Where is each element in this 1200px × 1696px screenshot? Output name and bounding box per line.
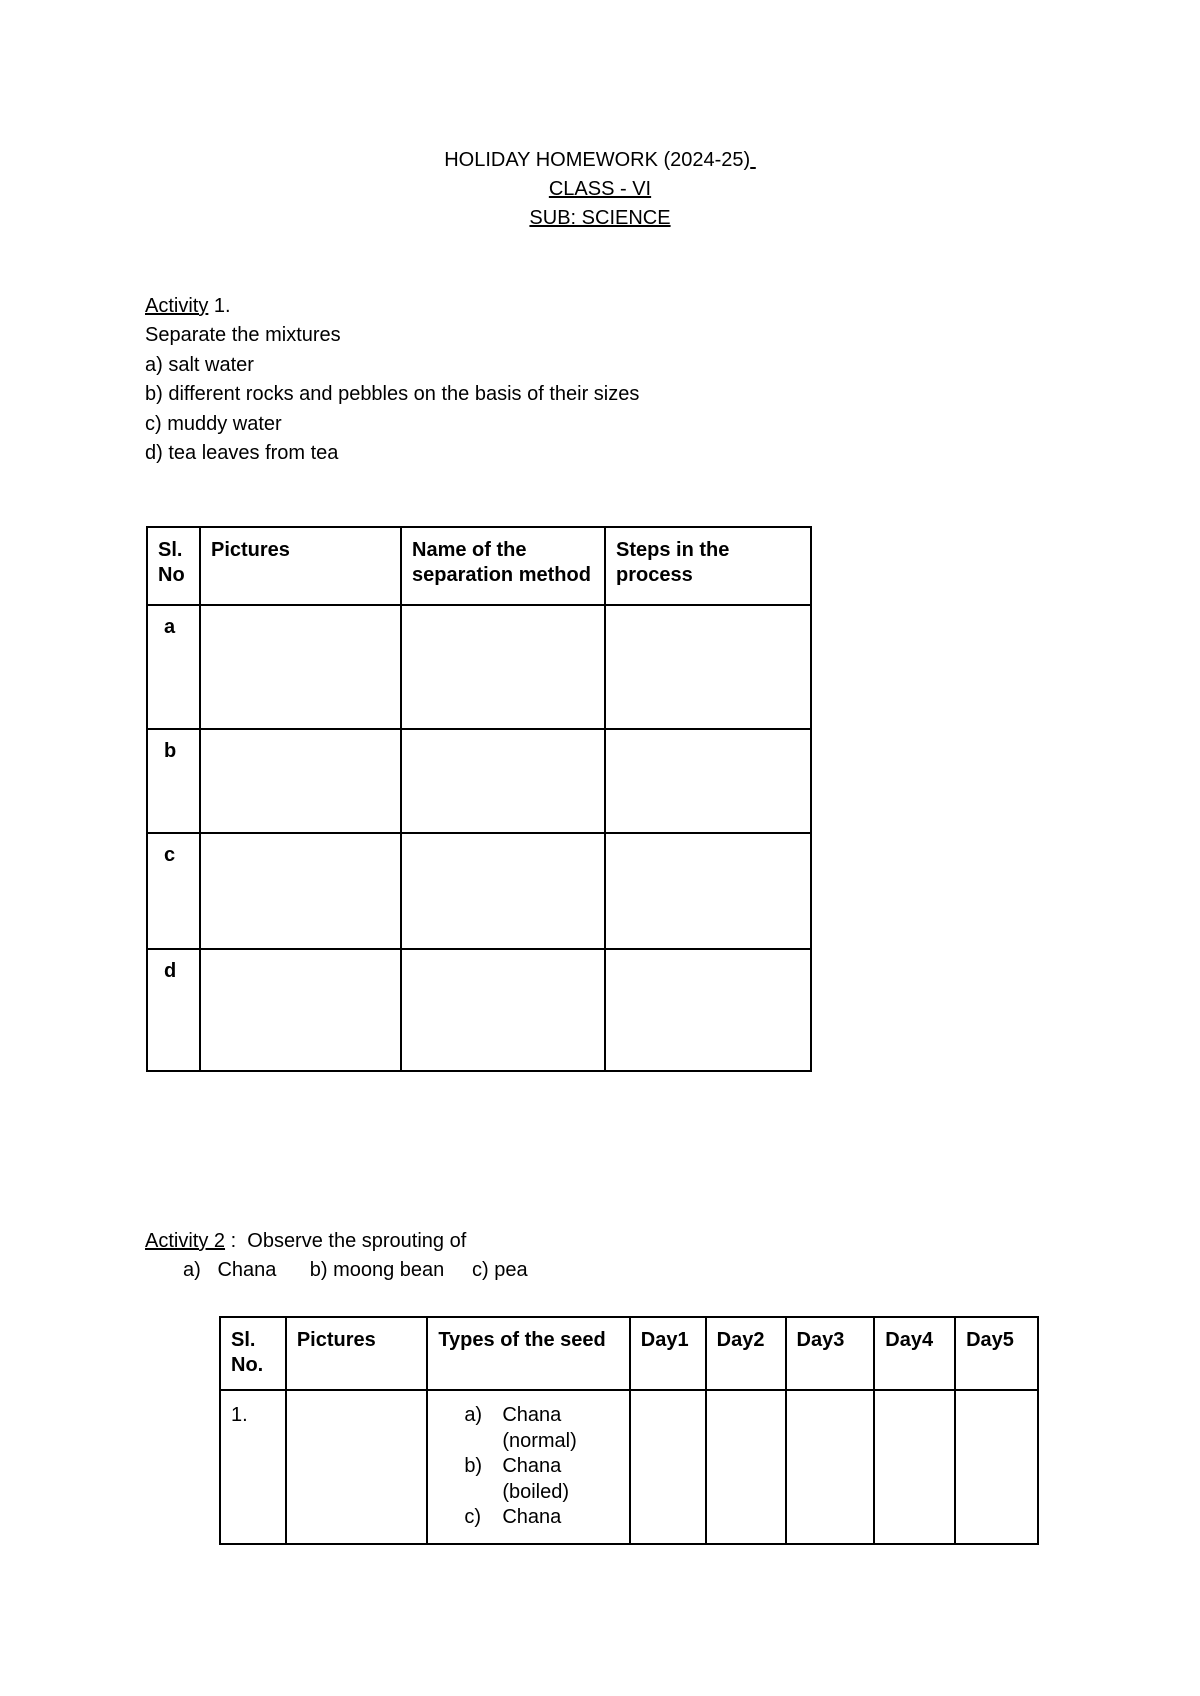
pictures-cell[interactable] [200, 949, 401, 1071]
title-trailing-space [750, 149, 756, 171]
table-row [147, 833, 811, 949]
steps-cell[interactable] [605, 949, 811, 1071]
method-cell[interactable] [401, 729, 605, 833]
table-row [147, 949, 811, 1071]
activity-1-section [145, 292, 639, 468]
day1-cell[interactable] [630, 1390, 706, 1544]
seed-options: a) Chana b) moong bean c) pea [183, 1259, 528, 1281]
header-day1: Day1 [630, 1317, 706, 1390]
pictures-cell[interactable] [200, 729, 401, 833]
seed-type-text: Chana [502, 1506, 562, 1528]
row-label: c [147, 833, 200, 949]
steps-cell[interactable] [605, 605, 811, 729]
list-marker: b) [464, 1455, 483, 1477]
header-day2: Day2 [706, 1317, 786, 1390]
day5-cell[interactable] [955, 1390, 1038, 1544]
list-item [428, 1454, 618, 1505]
class-label: CLASS - VI [548, 178, 652, 200]
row-sl-number: 1. [220, 1390, 286, 1544]
list-item [428, 1505, 618, 1531]
method-cell[interactable] [401, 949, 605, 1071]
mixture-item: d) tea leaves from tea [145, 442, 339, 465]
header-sl-no: Sl. No [147, 527, 200, 605]
activity-2-label: Activity 2 [145, 1230, 226, 1252]
table-row [147, 605, 811, 729]
header-day3: Day3 [786, 1317, 875, 1390]
activity-1-label: Activity [145, 295, 209, 317]
header-day5: Day5 [955, 1317, 1038, 1390]
mixture-item: a) salt water [145, 353, 254, 376]
row-label: a [147, 605, 200, 729]
separation-table [146, 526, 812, 1072]
row-label: d [147, 949, 200, 1071]
subject-label: SUB: SCIENCE [529, 207, 671, 229]
seed-type-text: Chana (boiled) [502, 1455, 570, 1503]
header-day4: Day4 [874, 1317, 955, 1390]
seed-types-cell [427, 1390, 629, 1544]
steps-cell[interactable] [605, 729, 811, 833]
seed-type-list [428, 1403, 618, 1531]
list-marker: a) [464, 1404, 483, 1426]
activity-1-number: 1. [208, 295, 231, 317]
title-text: HOLIDAY HOMEWORK (2024-25) [444, 149, 751, 171]
list-marker: c) [464, 1506, 481, 1528]
header-sl-no: Sl. No. [220, 1317, 286, 1390]
homework-title [0, 146, 1200, 175]
activity-1-heading [145, 292, 639, 321]
steps-cell[interactable] [605, 833, 811, 949]
pictures-cell[interactable] [200, 833, 401, 949]
pictures-cell[interactable] [200, 605, 401, 729]
header-seed-type: Types of the seed [427, 1317, 629, 1390]
table-header-row [220, 1317, 1038, 1390]
activity-2-section [145, 1227, 528, 1285]
row-label: b [147, 729, 200, 833]
header-pictures: Pictures [286, 1317, 427, 1390]
header-separation-method: Name of the separation method [401, 527, 605, 605]
pictures-cell[interactable] [286, 1390, 427, 1544]
mixture-item: c) muddy water [145, 412, 282, 435]
table-header-row [147, 527, 811, 605]
table-row [220, 1390, 1038, 1544]
day4-cell[interactable] [874, 1390, 955, 1544]
method-cell[interactable] [401, 833, 605, 949]
activity-1-instruction: Separate the mixtures [145, 324, 341, 347]
seed-type-text: Chana (normal) [502, 1404, 577, 1452]
mixture-item: b) different rocks and pebbles on the basis of their sizes [145, 383, 640, 406]
header-steps: Steps in the process [605, 527, 811, 605]
header-pictures: Pictures [200, 527, 401, 605]
activity-2-instruction: : Observe the sprouting of [225, 1230, 467, 1252]
day3-cell[interactable] [786, 1390, 875, 1544]
activity-2-heading [145, 1227, 528, 1256]
sprouting-table [219, 1316, 1039, 1545]
day2-cell[interactable] [706, 1390, 786, 1544]
table-row [147, 729, 811, 833]
list-item [428, 1403, 618, 1454]
document-header [0, 146, 1200, 233]
method-cell[interactable] [401, 605, 605, 729]
